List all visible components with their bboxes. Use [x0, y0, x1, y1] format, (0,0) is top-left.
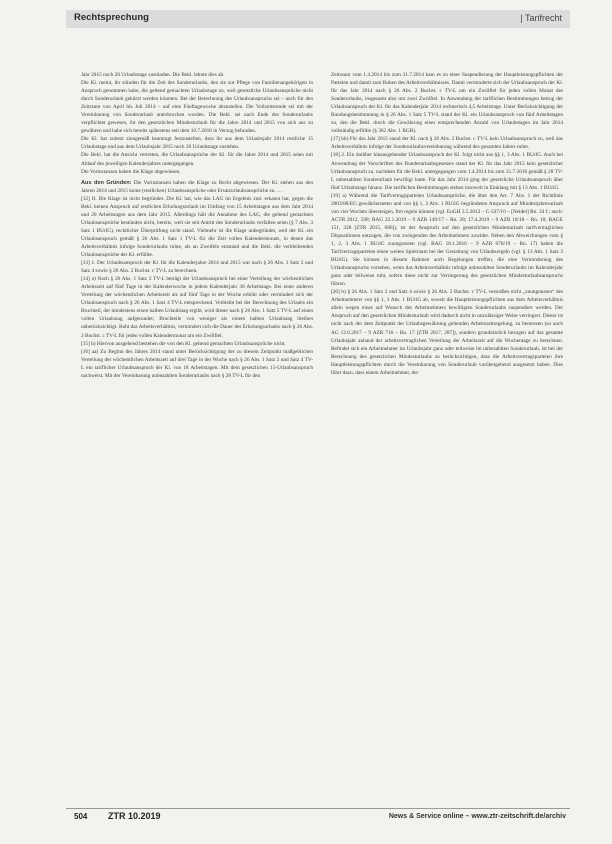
page-header [66, 10, 570, 28]
paragraph-text: [14] a) Nach § 26 Abs. 1 Satz 2 TV-L beträgt der Urlaubsanspruch bei einer Verteilung der wöchentlichen Arbeitszeit auf fünf Tage in der Kalenderwoche in jedem Kalenderjahr 30 Arbeitstage. Bei einer anderen Verteilung der wöchentlichen Arbeitszeit als auf fünf Tage in der Woche erhöht oder vermindert sich der Urlaubsanspruch nach § 26 Abs. 1 Satz 4 TV-L entsprechend. Verbleibt bei der Berechnung des Urlaubs ein Bruchteil, der mindestens einen halben Urlaubstag ergibt, wird dieser nach § 26 Abs. 1 Satz 5 TV-L auf einen vollen Urlaubstag aufgerundet; Bruchteile von weniger als einem halben Urlaubstag bleiben unberücksichtigt. Ruht das Arbeitsverhältnis, vermindert sich die Dauer des Erholungsurlaubs nach § 26 Abs. 2 Buchst. c TV-L für jeden vollen Kalendermonat um ein Zwölftel. [81, 276, 313, 339]
paragraph-text: [15] b) Hiervon ausgehend bestehen die von den Kl. geltend gemachten Urlaubsansprüche nicht. [81, 340, 286, 347]
paragraph-text: [16] aa) Zu Beginn des Jahres 2014 stand unter Berücksichtigung der zu diesem Zeitpunkt maßgeblichen Verteilung der wöchentlichen Arbeitszeit auf drei Tage in der Woche nach § 26 Abs. 1 Satz 2 und Satz 4 TV-L ein tariflicher Urlaubsanspruch der Kl. von 18 Arbeitstagen. Mit dem gesetzlichen 15-Urlaubsanspruch nachweist. Mit der Vereinbarung unbezahlten Sonderurlaubs nach § 28 TV-L für den [81, 348, 313, 379]
archive-link[interactable]: News & Service online – www.ztr-zeitschrift.de/archiv [388, 813, 566, 820]
paragraph [81, 348, 313, 380]
paragraph [81, 340, 313, 348]
paragraph [81, 195, 313, 259]
paragraph [81, 71, 313, 79]
paragraph [331, 288, 563, 377]
paragraph [81, 179, 313, 195]
footer-divider [66, 808, 570, 809]
paragraph [331, 151, 563, 191]
paragraph-text: Die Kl. hat zuletzt sinngemäß beantragt festzustellen, dass ihr aus dem Urlaubsjahr 2014 restliche 15 Urlaubstage und aus dem Urlaubsjahr 2015 noch 20 Urlaubstage zustehen. [81, 136, 313, 151]
paragraph-text: [20] b) § 26 Abs. 1 Satz 2 und Satz 4 sowie § 26 Abs. 2 Buchst. c TV-L verstoßen nicht „zuungunsten“ des Arbeitnehmers von §§ 1, 3 Abs. 1 BUrlG ab, soweit die Hauptleistungspflichten aus dem Arbeitsverhältnis allein wegen eines auf Wunsch des Arbeitnehmers bewilligten Sonderurlaubs suspendiert werden. Der Anspruch auf den gesetzlichen Mindesturlaub wird dadurch nicht in unzulässiger Weise verringert. Dieser ist nicht nach der dem Zeitpunkt der Urlaubsgewährung geltenden Arbeitszeitregelung, zu bemessen (so auch AG 12.6.2017 – 9 AZR 716 – Rn. 17 [ZTR 2017, 287]), sondern grundsätzlich bezogen auf das gesamte Urlaubsjahr anhand der arbeitsvertraglichen Verteilung der Arbeitszeit auf die Wochentage zu berechnen. Befindet sich ein Arbeitnehmer im Urlaubsjahr ganz oder teilweise im unbezahlten Sonderurlaub, ist bei der Berechnung des gesetzlichen Mindesturlaubs zu berücksichtigen, dass die Arbeitsvertragsparteien ihre Hauptleistungspflichten durch die Vereinbarung von Sonderurlaub vorübergehend ausgesetzt haben. Dies führt dazu, dass einem Arbeitnehmer, der [331, 289, 563, 376]
section-topic: | Tarifrecht [520, 13, 562, 23]
paragraph-text: [19] a) Während die Tarifvertragsparteien Urlaubsansprüche, die über den Art. 7 Abs. 1 der Richtlinie 2003/88/EG gewährleisteten und von §§ 1, 3 Abs. 1 BUrlG begründeten Anspruch auf Mindestjahresurlaub von vier Wochen übersteigen, frei regeln können (vgl. EuGH 3.5.2012 – C-337/10 – [Neidel] Rn. 34 f.; auch: ACTR 2012, 598; BAG 22.1.2019 – 9 AZR 149/17 – Rn. 28; 17.4.2019 – 9 AZR 10/18 – Rn. 10; BAGE 151, 328 [ZTR 2015, 686]), ist der Anspruch auf den gesetzlichen Mindesturlaub tarifvertraglichen Dispositionen entzogen, die von zwingenden des Arbeitnehmers zuwider. Neben den Abweichungen vom § 1, 2, 3 Abs. 1 BUrlG zuungunsten (vgl. BAG 18.1.2016 – 9 AZR 678/19 – Rn. 17) haben die Tarifvertragsparteien einen weiten Spielraum bei der Gestaltung von Urlaubsregeln (vgl. § 13 Abs. 1 Satz 3 BUrlG). Sie können in diesem Rahmen auch Regelungen treffen, die eine Verminderung des Urlaubsanspruchs vorsehen, wenn das Arbeitsverhältnis infolge unbezahlten Sonderurlaubs im Kalenderjahr ganz oder teilweise ruht, sofern diese nicht zur Verringerung des gesetzlichen Mindesturlaubsanspruchs führen. [331, 192, 563, 288]
paragraph-text: [12] II. Die Klage ist nicht begründet. Die Kl. hat, wie das LAG im Ergebnis zutr. erkannt hat, gegen die Bekl. keinen Anspruch auf restlichen Erholungsurlaub im Umfang von 15 Arbeitstagen aus dem Jahr 2014 und 20 Arbeitstagen aus dem Jahr 2015. Allerdings hält die Annahme des LAG, die geltend gemachten Urlaubsansprüche bestünden nicht, bereits, weil sie seit Antritt des Sonderurlaubs verfallen seien (§ 7 Abs. 3 Satz 1 BUrlG), rechtlicher Überprüfung nicht stand. Vielmehr ist die Klage unbegründet, weil der Kl. ein Urlaubsanspruch gemäß § 26 Abs. 1 Satz 1 TV-L für die Zeit vollen Kalendermonats, in denen das Arbeitsverhältnis infolge Sonderurlaubs ruhte, als an Zweifeln entstand und die Bekl. die verbleibenden Urlaubsansprüche der Kl. erfüllte. [81, 195, 313, 259]
paragraph-text: Jahr 2015 noch 20 Urlaubstage zustünden. Die Bekl. lehnte dies ab. [81, 72, 225, 78]
right-column [331, 71, 563, 377]
paragraph-text: Die Vorinstanzen haben die Klage zu Recht abgewiesen. Der Kl. stehen aus den Jahren 2014 und 2015 keine (restlichen) Urlaubsansprüche oder Ersatzurlaubsansprüche zu. … [81, 179, 313, 194]
paragraph-text: [17] bb) Für das Jahr 2015 stand der Kl. nach § 26 Abs. 2 Buchst. c TV-L kein Urlaubsanspruch zu, weil das Arbeitsverhältnis infolge der Sonderurlaubsvereinbarung während des gesamten Jahres ruhte. [331, 136, 563, 151]
paragraph [81, 275, 313, 339]
paragraph [81, 79, 313, 135]
paragraph-text: Zeitraum vom 1.4.2014 bis zum 31.7.2014 kam es zu einer Suspendierung der Hauptleistungspflichten der Parteien und damit zum Ruhen des Arbeitsverhältnisses. Damit verminderte sich der Urlaubsanspruch der Kl. für das Jahr 2014 nach § 26 Abs. 2 Buchst. c TV-L um ein Zwölftel für jeden vollen Monat des Sonderurlaubs, insgesamt also um zwei Zwölftel. In Anwendung der tariflichen Bestimmungen betrug der Urlaubsanspruch der Kl. für das Kalenderjahr 2014 rechnerisch 4,5 Arbeitstage. Unter Berücksichtigung der Rundungsbestimmung in § 26 Abs. 1 Satz 5 TV-L stand der Kl. ein Urlaubsanspruch von fünf Arbeitstagen zu, den die Bekl. durch die Gewährung einer entsprechenden Anzahl von Urlaubstagen im Jahr 2014 vollständig erfüllte (§ 362 Abs. 1 BGB). [331, 72, 563, 135]
paragraph-text: Die Kl. meint, ihr stünden für die Zeit des Sonderurlaubs, den sie zur Pflege von Familienangehörigen in Anspruch genommen habe, die geltend gemachten Urlaubstage zu, weil gesetzliche Urlaubsansprüche nicht durch Sonderurlaub gekürzt werden könnten. Bei der Berechnung des Urlaubsanspruchs sei – auch für den Zeitraum von April bis Juli 2014 – auf eine Fünftagewoche abzustellen. Die Vollzeitstunde sei mit der Vereinbarung von Sonderurlaub unterbrochen worden. Die Bekl. sei nach Ende des Sonderurlaubs verpflichtet gewesen, ihr den gesetzlichen Mindesturlaub für die Jahre 2014 und 2015 von sich aus zu gewähren und habe sich bereits spätestens seit dem 10.7.2016 in Verzug befunden. [81, 80, 313, 135]
paragraph [81, 168, 313, 176]
section-title: Rechtsprechung [74, 12, 149, 23]
paragraph-text: Die Vorinstanzen haben die Klage abgewiesen. [81, 168, 181, 175]
page-number: 504 [74, 812, 88, 821]
paragraph-text: [13] 1. Der Urlaubsanspruch der Kl. für die Kalenderjahre 2014 und 2015 war nach § 26 Abs. 1 Satz 2 und Satz 4 sowie § 26 Abs. 2 Buchst. c TV-L zu berechnen. [81, 260, 313, 275]
paragraph [81, 151, 313, 167]
paragraph-heading: Aus den Gründen: [81, 179, 132, 186]
paragraph [81, 135, 313, 151]
paragraph [331, 192, 563, 289]
paragraph [81, 259, 313, 275]
left-column [81, 71, 313, 380]
paragraph [331, 71, 563, 135]
page-footer [66, 811, 570, 825]
paragraph [331, 135, 563, 151]
paragraph-text: [18] 2. Ein darüber hinausgehender Urlaubsanspruch der Kl. folgt nicht aus §§ 1, 3 Abs. 1 BUrlG. Auch bei Anwendung der Vorschriften des Bundesurlaubsgesetzes stand der Kl. für das Jahr 2015 kein gesetzlicher Urlaubsanspruch zu, nachdem für die Bekl. untergegangen vom 1.4.2014 bis zum 31.7.2016 gemäß § 28 TV-L unbezahlten Sonderurlaub bewilligt hatte. Für das Jahr 2014 ging der gesetzliche Urlaubsanspruch über fünf Urlaubstage hinaus. Die tariflichen Bestimmungen stehen insoweit in Einklang mit § 13 Abs. 1 BUrlG. [331, 152, 563, 191]
journal-issue: ZTR 10.2019 [108, 811, 161, 821]
paragraph-text: Die Bekl. hat die Ansicht vertreten, die Urlaubsansprüche der Kl. für die Jahre 2014 und 2015 seien mit Ablauf des jeweiligen Kalenderjahres untergegangen. [81, 152, 313, 167]
